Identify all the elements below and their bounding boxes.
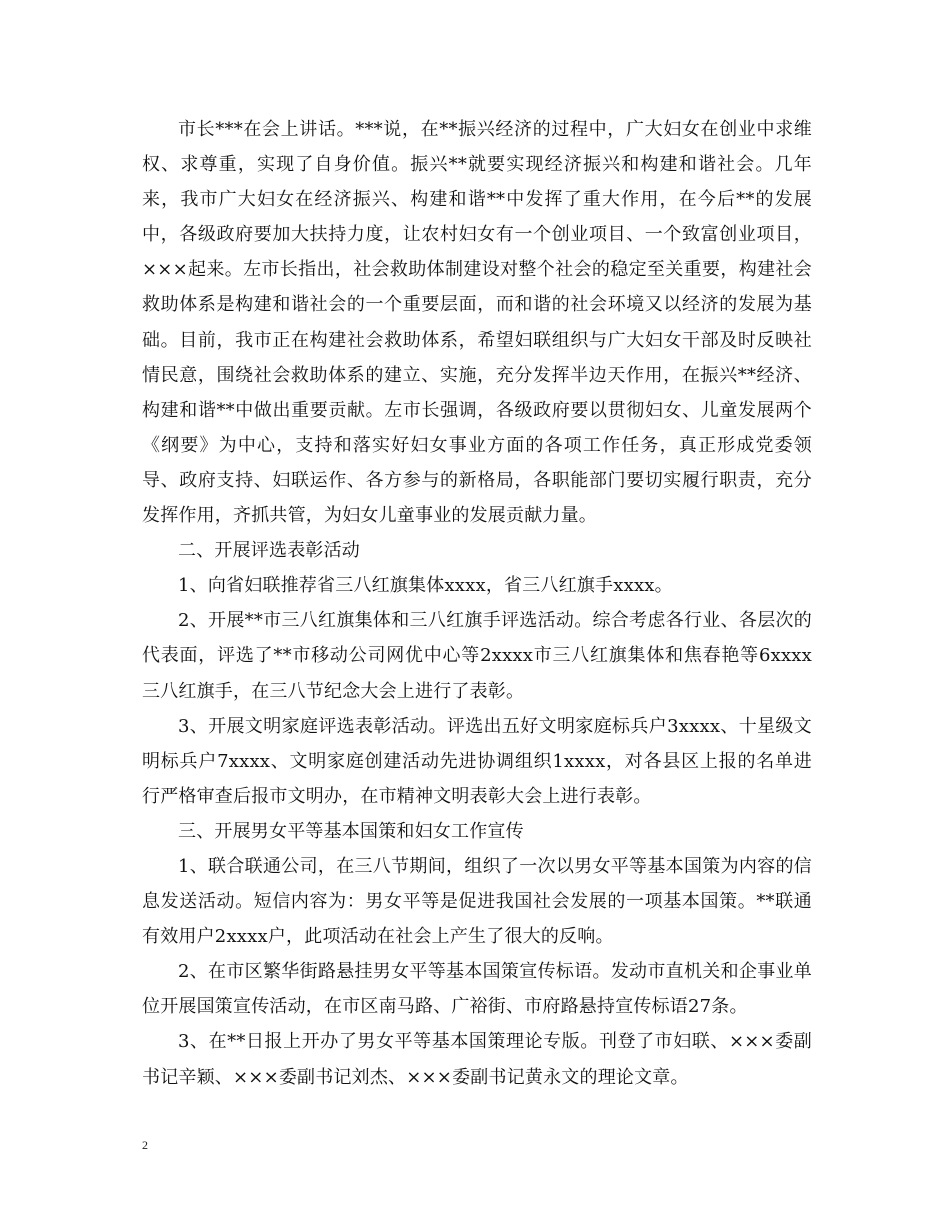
- paragraph-item: 2、在市区繁华街路悬挂男女平等基本国策宣传标语。发动市直机关和企事业单位开展国策宣传活动，在市区南马路、广裕街、市府路悬持宣传标语27条。: [142, 961, 812, 1018]
- section-heading-equality: 三、开展男女平等基本国策和妇女工作宣传: [178, 820, 524, 842]
- paragraph-mayor-speech: 市长***在会上讲话。***说，在**振兴经济的过程中，广大妇女在创业中求维权、求尊重，实现了自身价值。振兴**就要实现经济振兴和构建和谐社会。几年来，我市广大妇女在经济振兴、构建和谐**中发挥了重大作用，在今后**的发展中，各级政府要加大扶持力度，让农村妇女有一个创业项目、一个致富创业项目，×××起来。左市长指出，社会救助体制建设对整个社会的稳定至关重要，构建社会救助体系是构建和谐社会的一个重要层面，而和谐的社会环境又以经济的发展为基础。目前，我市正在构建社会救助体系，希望妇联组织与广大妇女干部及时反映社情民意，围绕社会救助体系的建立、实施，充分发挥半边天作用，在振兴**经济、构建和谐**中做出重要贡献。左市长强调，各级政府要以贯彻妇女、儿童发展两个《纲要》为中心，支持和落实好妇女事业方面的各项工作任务，真正形成党委领导、政府支持、妇联运作、各方参与的新格局，各职能部门要切实履行职责，充分发挥作用，齐抓共管，为妇女儿童事业的发展贡献力量。: [142, 119, 812, 527]
- paragraph-item: 3、在**日报上开办了男女平等基本国策理论专版。刊登了市妇联、×××委副书记辛颖、×××委副书记刘杰、×××委副书记黄永文的理论文章。: [142, 1031, 812, 1088]
- section-heading-awards: 二、开展评选表彰活动: [178, 540, 360, 562]
- paragraph-item: 2、开展**市三八红旗集体和三八红旗手评选活动。综合考虑各行业、各层次的代表面，评选了**市移动公司网优中心等2xxxx市三八红旗集体和焦春艳等6xxxx三八红旗手，在三八节纪念大会上进行了表彰。: [142, 610, 812, 702]
- paragraph-item: 3、开展文明家庭评选表彰活动。评选出五好文明家庭标兵户3xxxx、十星级文明标兵户7xxxx、文明家庭创建活动先进协调组织1xxxx，对各县区上报的名单进行严格审查后报市文明办，在市精神文明表彰大会上进行表彰。: [142, 715, 812, 807]
- page-number: 2: [142, 1138, 148, 1152]
- document-body: [142, 112, 812, 1095]
- paragraph-item: 1、联合联通公司，在三八节期间，组织了一次以男女平等基本国策为内容的信息发送活动。短信内容为：男女平等是促进我国社会发展的一项基本国策。**联通有效用户2xxxx户，此项活动在社会上产生了很大的反响。: [142, 855, 812, 948]
- paragraph-item: 1、向省妇联推荐省三八红旗集体xxxx，省三八红旗手xxxx。: [178, 575, 673, 597]
